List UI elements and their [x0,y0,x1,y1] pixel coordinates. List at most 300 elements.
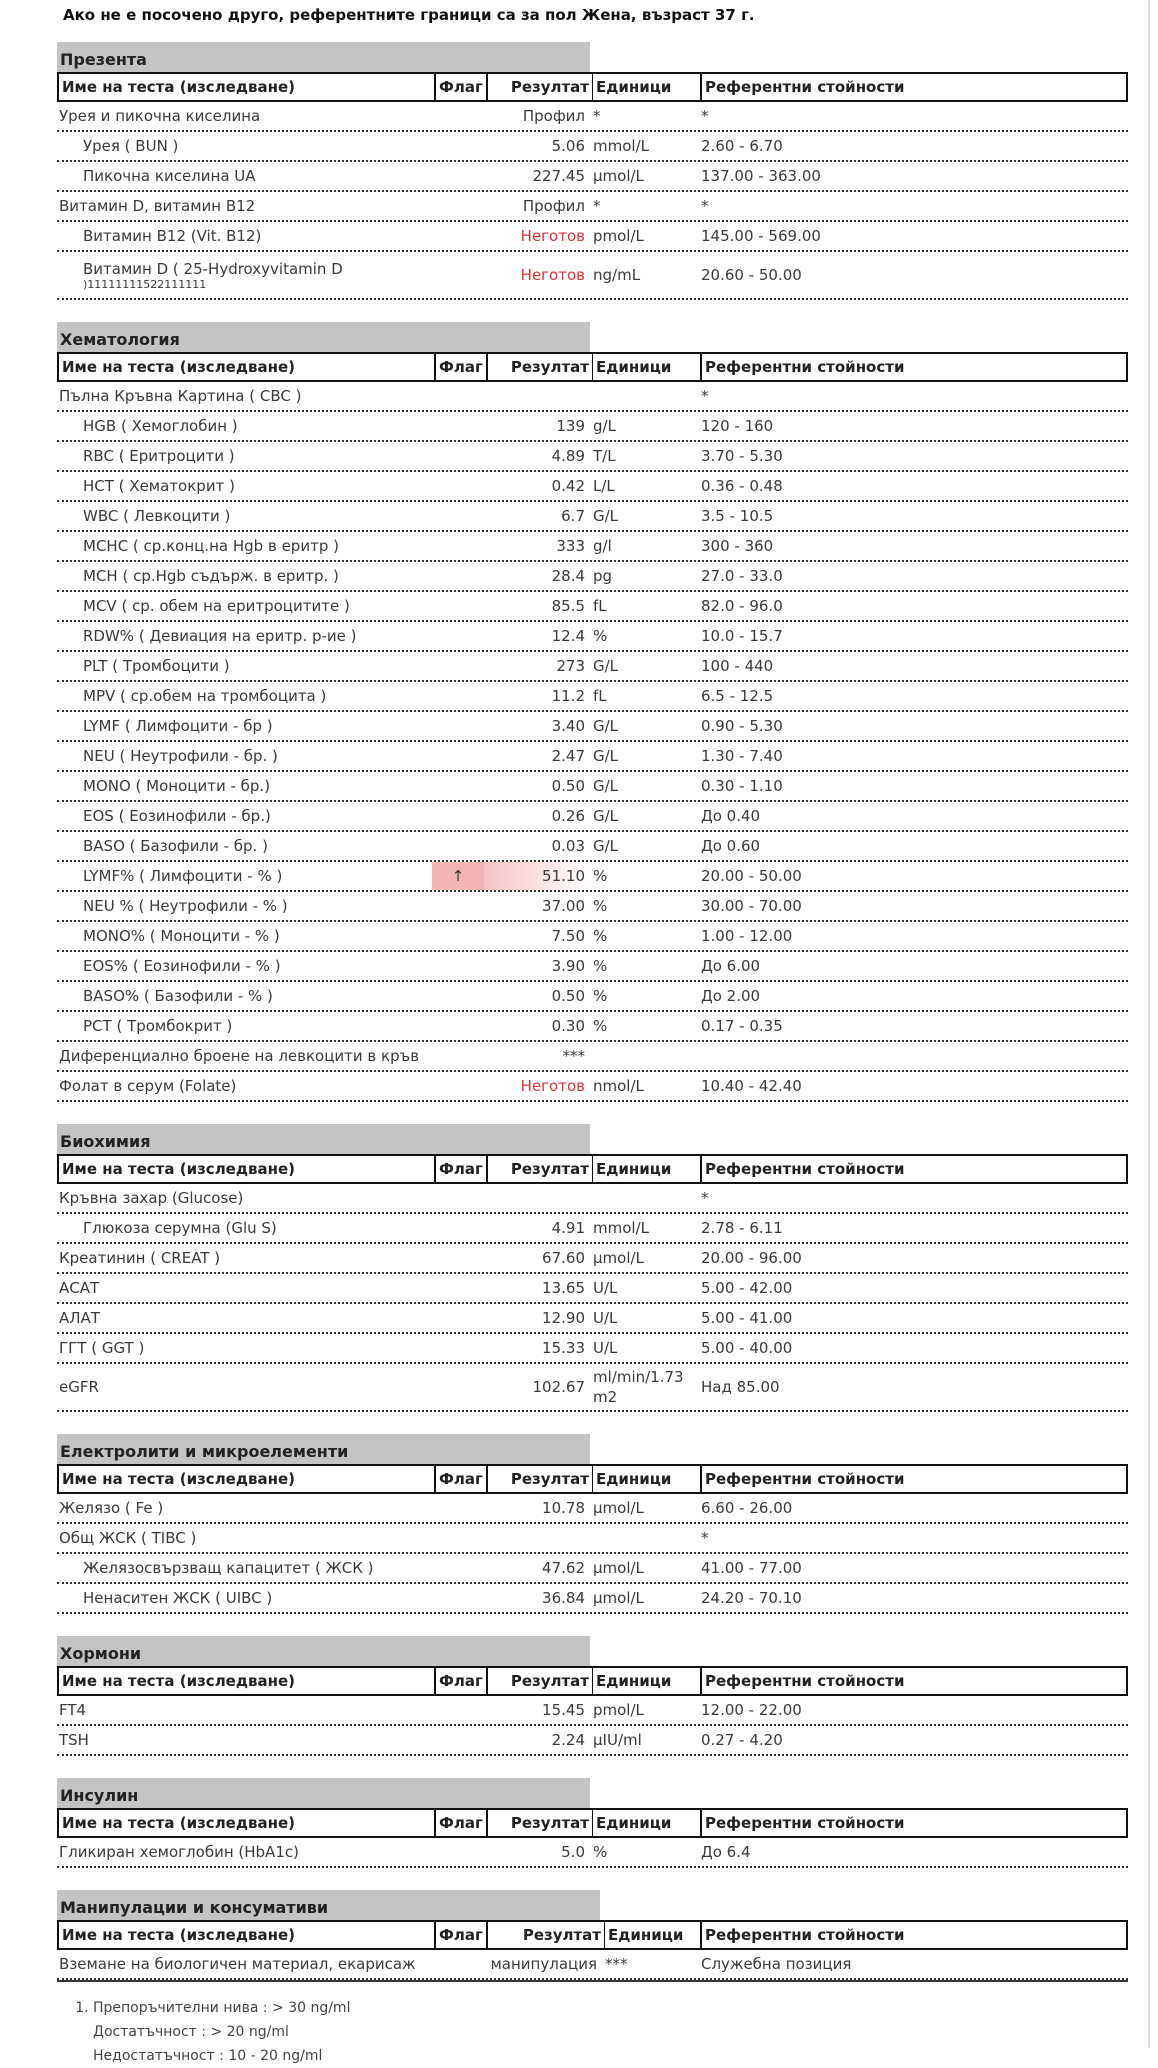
column-header-ref: Референтни стойности [700,1922,1126,1948]
reference-range: До 6.4 [701,1843,751,1861]
test-name-text: MCV ( ср. обем на еритроцитите ) [83,597,350,615]
test-name [57,837,432,855]
test-name-text: Витамин D ( 25-Hydroxyvitamin D [83,259,343,278]
units: µIU/ml [593,1731,642,1749]
result-value: 13.65 [542,1279,585,1297]
test-name [57,417,432,435]
test-name [57,1529,432,1547]
reference-range: 20.60 - 50.00 [701,266,802,284]
test-name [57,1017,432,1035]
test-name-text: MCHC ( ср.конц.на Hgb в еритр ) [83,537,339,555]
result-value: манипулация [490,1955,597,1973]
reference-range: 5.00 - 40.00 [701,1339,793,1357]
reference-range: * [701,1189,709,1207]
test-name-text: Общ ЖСК ( TIBC ) [59,1529,197,1547]
section-title: Инсулин [57,1778,590,1808]
units: µmol/L [593,1249,644,1267]
test-name-text: Витамин D, витамин B12 [59,197,256,215]
reference-range: * [701,197,709,215]
test-name [57,897,432,915]
units: ng/mL [593,266,641,284]
units: G/L [593,837,619,855]
reference-range: 145.00 - 569.00 [701,227,821,245]
test-name-text: Креатинин ( CREAT ) [59,1249,221,1267]
units: % [593,957,608,975]
units: µmol/L [593,1559,644,1577]
units: fL [593,687,607,705]
result-value: 15.45 [542,1701,585,1719]
units: U/L [593,1279,618,1297]
test-name-text: Гликиран хемоглобин (HbA1c) [59,1843,299,1861]
section-5 [57,1778,1128,1868]
units: µmol/L [593,167,644,185]
test-name-text: Фолат в серум (Folate) [59,1077,237,1095]
test-name-suffix: )11111111522111111 [83,277,207,291]
footnote-line: 1. Препоръчителни нива : > 30 ng/ml [93,2000,351,2016]
column-header-units: Единици [592,74,700,100]
reference-range: 120 - 160 [701,417,774,435]
result-value: Профил [522,197,585,215]
table-row[interactable] [57,1524,1128,1554]
test-name-text: HCT ( Хематокрит ) [83,477,235,495]
result-value: 47.62 [542,1559,585,1577]
result-value: 5.06 [551,137,585,155]
column-header-name: Име на теста (изследване) [62,1470,295,1488]
table-row[interactable] [57,562,1128,592]
reference-range: 6.5 - 12.5 [701,687,774,705]
test-name [57,777,432,795]
table-row[interactable] [57,1012,1128,1042]
column-header-name: Име на теста (изследване) [62,1814,295,1832]
table-header [57,1808,1128,1838]
test-name [57,1249,432,1267]
units: pmol/L [593,227,644,245]
result-pending: Неготов [520,266,585,284]
table-row[interactable] [57,982,1128,1012]
test-name [57,137,432,155]
footnote-line: Достатъчност : > 20 ng/ml [93,2024,289,2040]
test-name [57,1499,432,1517]
test-name-text: RBC ( Еритроцити ) [83,447,235,465]
units: pmol/L [593,1701,644,1719]
reference-range: 137.00 - 363.00 [701,167,821,185]
reference-range: 3.70 - 5.30 [701,447,783,465]
section-title: Електролити и микроелементи [57,1434,590,1464]
table-row[interactable] [57,1364,1128,1412]
section-title: Хематология [57,322,590,352]
reference-range: 10.0 - 15.7 [701,627,783,645]
test-name [57,167,432,185]
test-name [57,747,432,765]
reference-range: 2.78 - 6.11 [701,1219,783,1237]
column-header-ref: Референтни стойности [700,1810,1126,1836]
test-name-text: LYMF ( Лимфоцити - бр ) [83,717,273,735]
units: fL [593,597,607,615]
units: mmol/L [593,1219,649,1237]
result-value: 10.78 [542,1499,585,1517]
units: % [593,627,608,645]
units: % [593,987,608,1005]
test-name-text: MONO ( Моноцити - бр.) [83,777,271,795]
table-row[interactable] [57,1184,1128,1214]
table-header [57,1154,1128,1184]
column-header-flag: Флаг [434,1922,486,1948]
units: G/L [593,747,619,765]
test-name [57,1701,432,1719]
table-row[interactable] [57,502,1128,532]
section-title: Хормони [57,1636,590,1666]
result-value: 102.67 [532,1378,585,1396]
column-header-result: Резултат [486,1810,592,1836]
result-value: 0.50 [551,777,585,795]
table-row[interactable] [57,1274,1128,1304]
column-header-result: Резултат [486,1156,592,1182]
result-value: 4.89 [551,447,585,465]
table-header [57,1464,1128,1494]
test-name-text: MONO% ( Моноцити - % ) [83,927,280,945]
reference-range: 24.20 - 70.10 [701,1589,802,1607]
table-row[interactable] [57,1334,1128,1364]
section-3 [57,1434,1128,1614]
test-name-text: FT4 [59,1701,87,1719]
test-name-text: NEU % ( Неутрофили - % ) [83,897,288,915]
test-name-text: Диференциално броене на левкоцити в кръв [59,1047,420,1065]
table-row[interactable] [57,1554,1128,1584]
test-name-text: MPV ( ср.обем на тромбоцита ) [83,687,327,705]
result-value: 0.26 [551,807,585,825]
test-name-text: Витамин B12 (Vit. B12) [83,227,262,245]
units: µmol/L [593,1499,644,1517]
test-name [57,567,432,585]
section-1 [57,322,1128,1102]
test-name-text: Вземане на биологичен материал, екарисаж [59,1955,416,1973]
result-value: 36.84 [542,1589,585,1607]
test-name [57,1047,432,1065]
result-pending: Неготов [520,227,585,245]
test-name-text: Глюкоза серумна (Glu S) [83,1219,277,1237]
reference-range: 20.00 - 50.00 [701,867,802,885]
reference-range: 82.0 - 96.0 [701,597,783,615]
result-value: 139 [556,417,585,435]
table-row[interactable] [57,1838,1128,1868]
units: % [593,1017,608,1035]
result-value: 15.33 [542,1339,585,1357]
test-name-text: EOS ( Еозинофили - бр.) [83,807,271,825]
units: g/l [593,537,612,555]
flag-cell [432,862,484,890]
units: G/L [593,507,619,525]
table-row[interactable] [57,1244,1128,1274]
reference-range: 27.0 - 33.0 [701,567,783,585]
test-name [57,107,432,125]
reference-range: 0.17 - 0.35 [701,1017,783,1035]
column-header-name: Име на теста (изследване) [62,358,295,376]
result-value: 37.00 [542,897,585,915]
footnote-item [93,1996,1128,2068]
table-row[interactable] [57,102,1128,132]
table-row[interactable] [57,442,1128,472]
units: % [593,1843,608,1861]
test-name [57,507,432,525]
column-header-ref: Референтни стойности [700,1466,1126,1492]
table-row[interactable] [57,742,1128,772]
units: nmol/L [593,1077,644,1095]
test-name [57,1843,432,1861]
test-name [57,1378,432,1396]
test-name-text: HGB ( Хемоглобин ) [83,417,238,435]
column-header-flag: Флаг [434,354,486,380]
test-name [57,717,432,735]
test-name [57,1955,432,1973]
table-row[interactable] [57,592,1128,622]
column-header-flag: Флаг [434,1810,486,1836]
column-header-units: Единици [592,1156,700,1182]
table-header [57,1666,1128,1696]
units: *** [605,1955,628,1973]
reference-range: 0.36 - 0.48 [701,477,783,495]
reference-range: 1.30 - 7.40 [701,747,783,765]
column-header-flag: Флаг [434,1668,486,1694]
test-name-text: PCT ( Тромбокрит ) [83,1017,233,1035]
column-header-name: Име на теста (изследване) [62,78,295,96]
test-name [57,1339,432,1357]
table-row[interactable] [57,252,1128,300]
reference-range: 30.00 - 70.00 [701,897,802,915]
test-name-text: MCH ( ср.Hgb съдърж. в еритр. ) [83,567,339,585]
result-pending: Неготов [520,1077,585,1095]
table-row[interactable] [57,132,1128,162]
section-title: Презента [57,42,590,72]
reference-range: До 0.60 [701,837,761,855]
table-row[interactable] [57,892,1128,922]
table-row[interactable] [57,652,1128,682]
test-name-text: Ненаситен ЖСК ( UIBC ) [83,1589,273,1607]
table-row[interactable] [57,1042,1128,1072]
test-name [57,957,432,975]
table-row[interactable] [57,192,1128,222]
units: µmol/L [593,1589,644,1607]
section-title: Биохимия [57,1124,590,1154]
result-value: 3.40 [551,717,585,735]
result-value: 0.30 [551,1017,585,1035]
table-row[interactable] [57,1696,1128,1726]
table-row[interactable] [57,222,1128,252]
test-name-text: Желязосвързващ капацитет ( ЖСК ) [83,1559,374,1577]
column-header-ref: Референтни стойности [700,74,1126,100]
table-header [57,72,1128,102]
result-value: 6.7 [561,507,585,525]
reference-range: 5.00 - 42.00 [701,1279,793,1297]
table-row[interactable] [57,162,1128,192]
test-name-text: EOS% ( Еозинофили - % ) [83,957,281,975]
test-name [57,927,432,945]
table-row[interactable] [57,952,1128,982]
table-row[interactable] [57,772,1128,802]
test-name [57,227,432,245]
column-header-units: Единици [592,354,700,380]
reference-range: 3.5 - 10.5 [701,507,774,525]
column-header-flag: Флаг [434,1156,486,1182]
test-name-text: Пълна Кръвна Картина ( CBC ) [59,387,302,405]
report-note: Ако не е посочено друго, референтните граници са за пол Жена, възраст 37 г. [63,6,755,24]
table-row[interactable] [57,712,1128,742]
reference-range: * [701,107,709,125]
section-6 [57,1890,1128,1980]
reference-range: 0.30 - 1.10 [701,777,783,795]
flag-high-arrow-icon: ↑ [451,867,465,885]
test-name-text: Пикочна киселина UA [83,167,256,185]
reference-range: 12.00 - 22.00 [701,1701,802,1719]
reference-range: 0.90 - 5.30 [701,717,783,735]
units: % [593,867,608,885]
table-row[interactable] [57,922,1128,952]
section-2 [57,1124,1128,1412]
test-name [57,197,432,215]
test-name [57,657,432,675]
test-name [57,1309,432,1327]
result-value: 12.90 [542,1309,585,1327]
table-row[interactable] [57,622,1128,652]
reference-range: 20.00 - 96.00 [701,1249,802,1267]
column-header-result: Резултат [486,1668,592,1694]
result-value: 12.4 [551,627,585,645]
result-value: 227.45 [532,167,585,185]
result-value: 0.50 [551,987,585,1005]
test-name [57,260,432,291]
column-header-ref: Референтни стойности [700,1156,1126,1182]
result-value: 28.4 [551,567,585,585]
units: * [593,107,601,125]
reference-range: * [701,1529,709,1547]
test-name-text: ГГТ ( GGT ) [59,1339,145,1357]
test-name [57,597,432,615]
table-row[interactable] [57,1584,1128,1614]
reference-range: 41.00 - 77.00 [701,1559,802,1577]
test-name-text: RDW% ( Девиация на еритр. р-ие ) [83,627,357,645]
test-name [57,687,432,705]
test-name-text: WBC ( Левкоцити ) [83,507,231,525]
table-header [57,352,1128,382]
result-value: 0.03 [551,837,585,855]
result-value: 273 [556,657,585,675]
reference-range: До 0.40 [701,807,761,825]
table-row[interactable] [57,1950,1128,1980]
table-row[interactable] [57,1494,1128,1524]
units: mmol/L [593,137,649,155]
test-name-text: BASO ( Базофили - бр. ) [83,837,268,855]
reference-range: Служебна позиция [701,1955,852,1973]
lab-report [57,0,1128,1980]
test-name-text: Желязо ( Fe ) [59,1499,164,1517]
column-header-ref: Референтни стойности [700,1668,1126,1694]
units: T/L [593,447,616,465]
reference-range: 100 - 440 [701,657,774,675]
footnotes [57,1980,1128,2068]
table-row[interactable] [57,862,1128,892]
test-name [57,627,432,645]
result-value: *** [562,1047,585,1065]
result-value: 5.0 [561,1843,585,1861]
table-row[interactable] [57,412,1128,442]
table-row[interactable] [57,1214,1128,1244]
table-row[interactable] [57,1072,1128,1102]
test-name [57,537,432,555]
result-value: 67.60 [542,1249,585,1267]
reference-range: 6.60 - 26.00 [701,1499,793,1517]
column-header-result: Резултат [486,1922,604,1948]
reference-range: 5.00 - 41.00 [701,1309,793,1327]
test-name-text: Урея и пикочна киселина [59,107,261,125]
test-name [57,1077,432,1095]
reference-range: * [701,387,709,405]
column-header-units: Единици [592,1810,700,1836]
test-name [57,447,432,465]
test-name-text: eGFR [59,1378,99,1396]
units: U/L [593,1309,618,1327]
result-value: 2.47 [551,747,585,765]
table-row[interactable] [57,382,1128,412]
result-value: 51.10 [484,862,590,890]
test-name-text: АСАТ [59,1279,100,1297]
section-title: Манипулации и консумативи [57,1890,600,1920]
units: % [593,897,608,915]
test-name-text: NEU ( Неутрофили - бр. ) [83,747,278,765]
result-value: 0.42 [551,477,585,495]
test-name [57,1189,432,1207]
test-name [57,477,432,495]
units: G/L [593,777,619,795]
units: g/L [593,417,616,435]
table-row[interactable] [57,1304,1128,1334]
test-name [57,1279,432,1297]
column-header-name: Име на теста (изследване) [62,1672,295,1690]
column-header-units: Единици [604,1922,700,1948]
test-name [57,867,432,885]
column-header-result: Резултат [486,1466,592,1492]
result-value: 11.2 [551,687,585,705]
table-row[interactable] [57,832,1128,862]
column-header-result: Резултат [486,354,592,380]
reference-range: 300 - 360 [701,537,774,555]
column-header-name: Име на теста (изследване) [62,1160,295,1178]
test-name [57,1559,432,1577]
section-4 [57,1636,1128,1756]
column-header-result: Резултат [486,74,592,100]
units: * [593,197,601,215]
table-row[interactable] [57,532,1128,562]
table-header [57,1920,1128,1950]
table-row[interactable] [57,802,1128,832]
test-name [57,987,432,1005]
footnote-line: Недостатъчност : 10 - 20 ng/ml [93,2048,323,2064]
units: L/L [593,477,615,495]
test-name-text: PLT ( Тромбоцити ) [83,657,230,675]
reference-range: 1.00 - 12.00 [701,927,793,945]
test-name [57,1589,432,1607]
sections [57,42,1128,1980]
test-name-text: АЛАТ [59,1309,100,1327]
column-header-ref: Референтни стойности [700,354,1126,380]
reference-range: Над 85.00 [701,1378,780,1396]
table-row[interactable] [57,682,1128,712]
table-row[interactable] [57,1726,1128,1756]
units: pg [593,567,613,585]
page-edge [1148,0,1150,2048]
test-name [57,1219,432,1237]
table-row[interactable] [57,472,1128,502]
reference-range: 10.40 - 42.40 [701,1077,802,1095]
reference-range: До 6.00 [701,957,761,975]
